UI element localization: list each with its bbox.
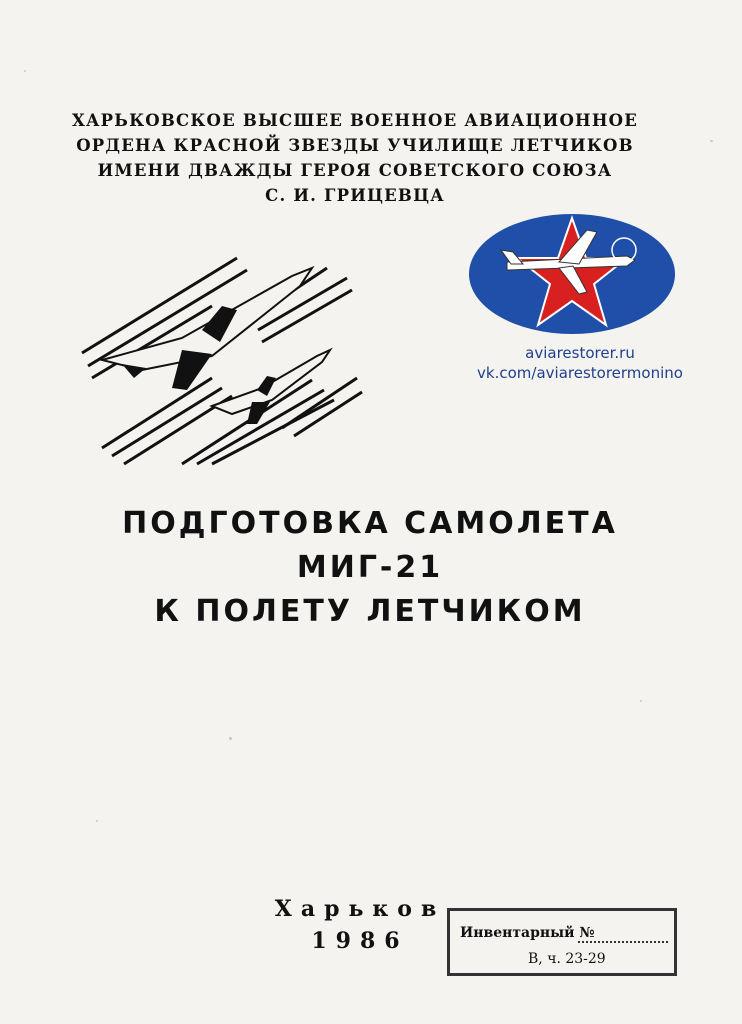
paper-speck bbox=[640, 700, 642, 702]
paper-speck bbox=[710, 140, 713, 142]
watermark-text bbox=[440, 343, 720, 383]
title-line: К ПОЛЕТУ ЛЕТЧИКОМ bbox=[154, 594, 586, 629]
jet-fighters-illustration bbox=[62, 238, 372, 468]
jet-large bbox=[102, 268, 312, 390]
document-title bbox=[40, 502, 700, 634]
title-line: МИГ-21 bbox=[296, 550, 444, 585]
paper-speck bbox=[229, 737, 232, 740]
inventory-stamp bbox=[447, 908, 677, 976]
title-line: ПОДГОТОВКА САМОЛЕТА bbox=[122, 506, 618, 541]
stamp-number: В, ч. 23-29 bbox=[528, 951, 606, 967]
imprint-city: Харьков bbox=[274, 896, 446, 922]
paper-speck bbox=[24, 70, 26, 72]
institution-heading bbox=[60, 108, 650, 208]
institution-line: С. И. ГРИЦЕВЦА bbox=[265, 186, 445, 205]
watermark-site: aviarestorer.ru bbox=[525, 344, 635, 362]
watermark-vk: vk.com/aviarestorermonino bbox=[477, 364, 683, 382]
aviarestorer-logo bbox=[467, 212, 677, 336]
imprint-year: 1986 bbox=[311, 928, 409, 954]
institution-line: ХАРЬКОВСКОЕ ВЫСШЕЕ ВОЕННОЕ АВИАЦИОННОЕ bbox=[72, 111, 638, 130]
stamp-underline bbox=[578, 941, 668, 943]
stamp-label: Инвентарный № bbox=[460, 925, 595, 941]
institution-line: ИМЕНИ ДВАЖДЫ ГЕРОЯ СОВЕТСКОГО СОЮЗА bbox=[97, 161, 613, 180]
imprint bbox=[260, 893, 460, 957]
institution-line: ОРДЕНА КРАСНОЙ ЗВЕЗДЫ УЧИЛИЩЕ ЛЕТЧИКОВ bbox=[76, 136, 634, 155]
paper-speck bbox=[96, 820, 98, 822]
